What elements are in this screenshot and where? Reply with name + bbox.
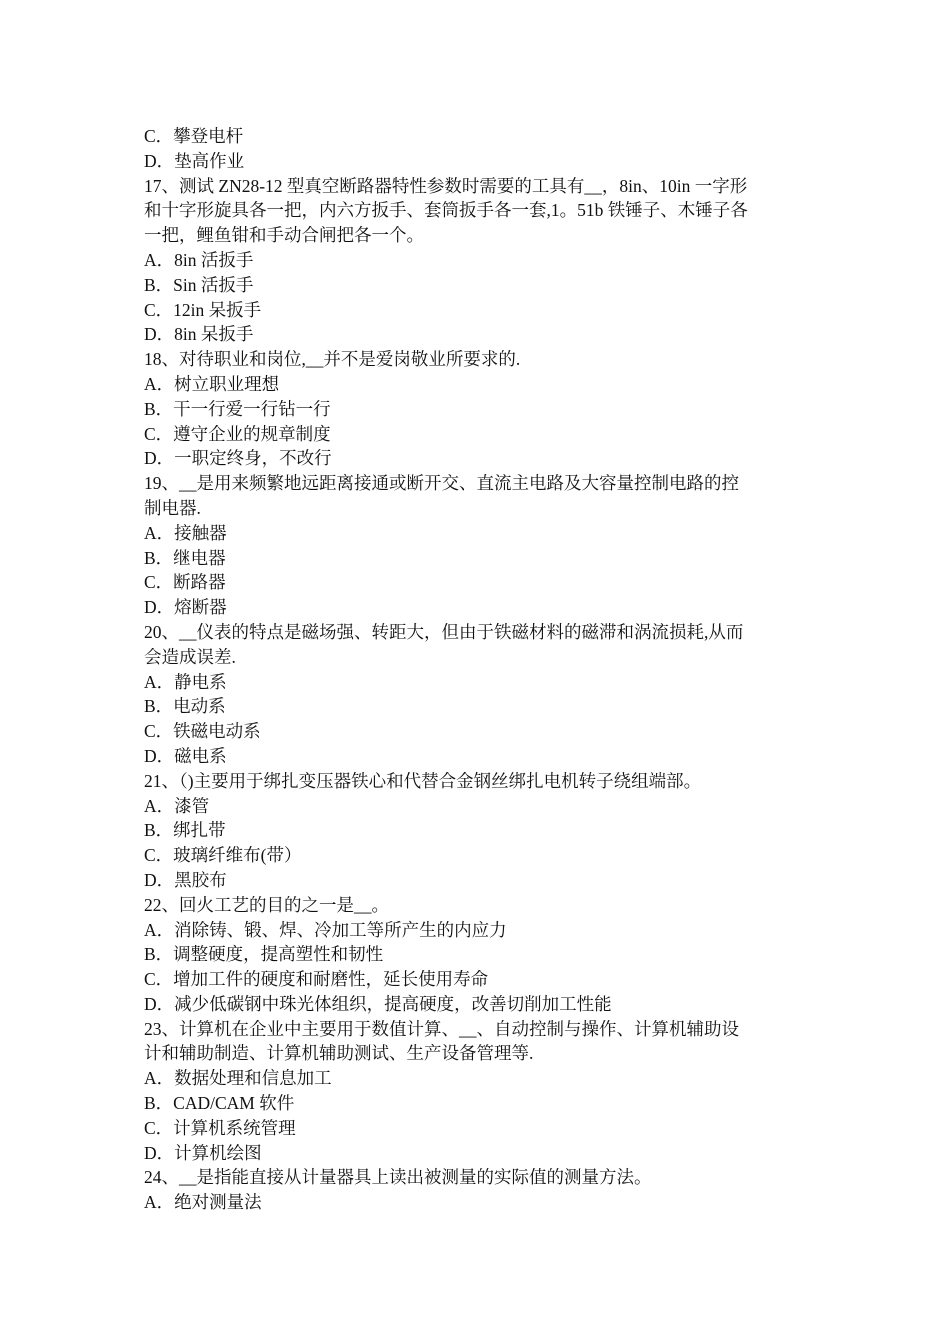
text-line: B．调整硬度，提高塑性和韧性 <box>144 944 384 965</box>
text-line: 制电器. <box>144 497 201 518</box>
text-line: 24、__是指能直接从计量器具上读出被测量的实际值的测量方法。 <box>144 1167 652 1188</box>
text-line: B．CAD/CAM 软件 <box>144 1093 295 1114</box>
text-line: A．接触器 <box>144 522 227 543</box>
text-line: A．消除铸、锻、焊、冷加工等所产生的内应力 <box>144 919 507 940</box>
text-line: D．熔断器 <box>144 597 227 618</box>
text-line: C．玻璃纤维布(带） <box>144 845 302 866</box>
text-line: C．铁磁电动系 <box>144 721 261 742</box>
text-line: B．干一行爱一行钻一行 <box>144 398 331 419</box>
text-line: D．磁电系 <box>144 745 227 766</box>
text-line: 21、（)主要用于绑扎变压器铁心和代替合金钢丝绑扎电机转子绕组端部。 <box>144 770 702 791</box>
document-body <box>144 124 812 1215</box>
text-line: 23、计算机在企业中主要用于数值计算、__、自动控制与操作、计算机辅助设 <box>144 1018 739 1039</box>
text-line: D．黑胶布 <box>144 869 227 890</box>
text-line: D．一职定终身，不改行 <box>144 448 332 469</box>
text-line: B．Sin 活扳手 <box>144 274 254 295</box>
text-line: C．计算机系统管理 <box>144 1117 296 1138</box>
text-line: A．8in 活扳手 <box>144 249 254 270</box>
text-line: 和十字形旋具各一把，内六方扳手、套筒扳手各一套,1。51b 铁锤子、木锤子各 <box>144 200 748 221</box>
text-line: C．攀登电杆 <box>144 126 244 146</box>
text-line: 22、回火工艺的目的之一是__。 <box>144 894 389 915</box>
text-line: A．数据处理和信息加工 <box>144 1068 332 1089</box>
text-line: A．绝对测量法 <box>144 1192 262 1213</box>
text-line: D．计算机绘图 <box>144 1142 262 1163</box>
text-line: A．静电系 <box>144 671 227 692</box>
text-line: B．继电器 <box>144 547 226 568</box>
text-line: 17、测试 ZN28-12 型真空断路器特性参数时需要的工具有__，8in、10in 一字形 <box>144 175 748 196</box>
text-line: D．垫高作业 <box>144 150 245 171</box>
text-line: A．树立职业理想 <box>144 373 280 394</box>
text-line: B．电动系 <box>144 696 226 717</box>
text-line: D．减少低碳钢中珠光体组织，提高硬度，改善切削加工性能 <box>144 993 612 1014</box>
text-line: 计和辅助制造、计算机辅助测试、生产设备管理等. <box>144 1043 534 1064</box>
text-line: C．增加工件的硬度和耐磨性，延长使用寿命 <box>144 969 489 990</box>
text-line: 20、__仪表的特点是磁场强、转距大，但由于铁磁材料的磁滞和涡流损耗,从而 <box>144 621 744 642</box>
text-line: 19、__是用来频繁地远距离接通或断开交、直流主电路及大容量控制电路的控 <box>144 473 739 494</box>
text-line: C．断路器 <box>144 572 226 593</box>
text-line: 会造成误差. <box>144 646 236 667</box>
text-line: C．遵守企业的规章制度 <box>144 423 331 444</box>
text-line: C．12in 呆扳手 <box>144 299 262 320</box>
text-line: B．绑扎带 <box>144 820 226 841</box>
text-line: D．8in 呆扳手 <box>144 324 254 345</box>
text-line: A．漆管 <box>144 795 210 816</box>
text-line: 一把，鲤鱼钳和手动合闸把各一个。 <box>144 225 424 246</box>
text-line: 18、对待职业和岗位,__并不是爱岗敬业所要求的. <box>144 349 521 370</box>
